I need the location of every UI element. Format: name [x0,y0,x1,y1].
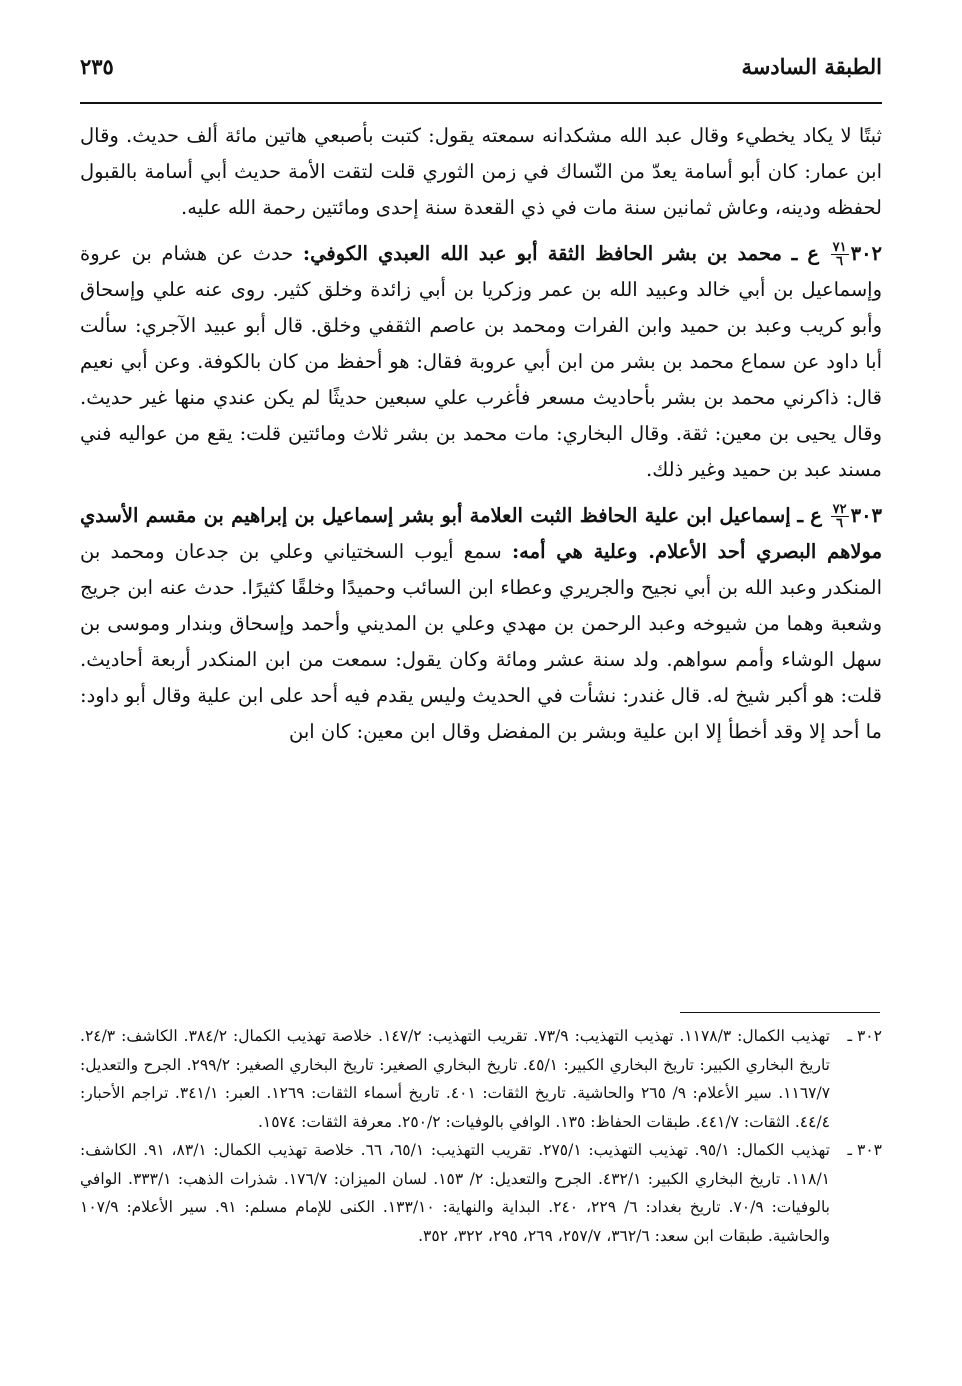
running-header [80,50,882,90]
footnote-303 [80,1136,882,1250]
rank-fraction: $\frac{٧٢}{٦}$ [832,502,847,531]
footnote-text: تهذيب الكمال: ١١٧٨/٣. تهذيب التهذيب: ٧٣/٩. تقريب التهذيب: ١٤٧/٢. خلاصة تهذيب الكمال: ٣٨٤/٢. الكاشف: ٢٤/٣. تاريخ البخاري الكبير: تاريخ البخاري الكبير: ٤٥/١. تاريخ البخاري الصغير: تاريخ البخاري الصغير: ٢٩٩/٢. الجرح والتعديل: ١١٦٧/٧. سير الأعلام: ٩/ ٢٦٥ والحاشية. تاريخ الثقات: ٤٠١. تاريخ أسماء الثقات: ١٢٦٩. العبر: ٣٤١/١. تراجم الأحبار: ٤٤/٤. الثقات: ٤٤١/٧. طبقات الحفاظ: ١٣٥. الوافي بالوفيات: ٢٥٠/٢. معرفة الثقات: ١٥٧٤. [80,1027,831,1131]
header-rule [80,102,882,104]
rank-fraction: $\frac{٧١}{٦}$ [832,240,847,269]
footnotes [80,1022,882,1250]
entry-302 [80,236,882,488]
entry-number: ٣٠٢ [850,242,883,265]
source-marker: ع ـ [791,242,820,265]
footnote-text: تهذيب الكمال: ٩٥/١. تهذيب التهذيب: ٢٧٥/١. تقريب التهذيب: ٦٥/١، ٦٦. خلاصة تهذيب الكمال: ٨٣/١، ٩١. الكاشف: ١١٨/١. تاريخ البخاري الكبير: ٤٣٢/١. الجرح والتعديل: ٢/ ١٥٣. لسان الميزان: ١٧٦/٧. شذرات الذهب: ٣٣٣/١. الوافي بالوفيات: ٧٠/٩. تاريخ بغداد: ٦/ ٢٢٩، ٢٤٠. البداية والنهاية: ١٣٣/١٠. الكنى للإمام مسلم: ٩١. سير الأعلام: ١٠٧/٩ والحاشية. طبقات ابن سعد: ٣٦٢/٦، ٢٥٧/٧، ٢٦٩، ٢٩٥، ٣٢٢، ٣٥٢. [80,1141,830,1245]
running-title: الطبقة السادسة [741,54,882,79]
continuation-paragraph: ثبتًا لا يكاد يخطيء وقال عبد الله مشكدانه سمعته يقول: كتبت بأصبعي هاتين مائة ألف حديث. وقال ابن عمار: كان أبو أسامة يعدّ من النّساك في زمن الثوري قلت لتقت الأمة حديث أبي أسامة بالقبول لحفظه ودينه، وعاش ثمانين سنة مات في ذي القعدة سنة إحدى ومائتين رحمة الله عليه. [80,124,882,219]
footnote-number: ٣٠٣ ـ [847,1141,882,1159]
footnote-separator [680,1012,880,1013]
entry-text: حدث عن هشام بن عروة وإسماعيل بن أبي خالد وعبيد الله بن عمر وزكريا بن أبي زائدة وخلق كثير. روى عنه علي وإسحاق وأبو كريب وعبد بن حميد وابن الفرات ومحمد بن عاصم الثقفي وخلق. قال أبو عبيد الآجري: سألت أبا داود عن سماع محمد بن بشر من ابن أبي عروبة فقال: هو أحفظ من كان بالكوفة. وعن أبي نعيم قال: ذاكرني محمد بن بشر بأحاديث مسعر فأغرب علي سبعين حديثًا لم يكن عندي منها غير حديث. وقال يحيى بن معين: ثقة. وقال البخاري: مات محمد بن بشر ثلاث ومائتين قلت: يقع من عواليه فني مسند عبد بن حميد وغير ذلك. [80,242,882,481]
footnote-number: ٣٠٢ ـ [847,1027,882,1045]
footnote-302 [80,1022,882,1136]
entry-number: ٣٠٣ [850,504,883,527]
source-marker: ع ـ [797,504,822,527]
entry-heading: محمد بن بشر الحافظ الثقة أبو عبد الله العبدي الكوفي: [302,242,782,265]
main-text [80,118,882,760]
page-number: ٢٣٥ [80,54,114,79]
entry-303 [80,498,882,750]
entry-heading: إسماعيل ابن علية الحافظ الثبت العلامة أبو بشر إسماعيل بن إبراهيم بن مقسم الأسدي مولاهم البصري أحد الأعلام. وعلية هي أمه: [80,504,883,563]
entry-text: سمع أيوب السختياني وعلي بن جدعان ومحمد بن المنكدر وعبد الله بن أبي نجيح والجريري وعطاء ابن السائب وحميدًا وخلقًا كثيرًا. حدث عنه ابن جريج وشعبة وهما من شيوخه وعبد الرحمن بن مهدي وعلي بن المديني وأحمد وإسحاق وبندار وموسى بن سهل الوشاء وأمم سواهم. ولد سنة عشر ومائة وكان يقول: سمعت من ابن المنكدر أربعة أحاديث. قلت: هو أكبر شيخ له. قال غندر: نشأت في الحديث وليس يقدم فيه أحد على ابن علية وقال أبو داود: ما أحد إلا وقد أخطأ إلا ابن علية وبشر بن المفضل وقال ابن معين: كان ابن [80,540,882,743]
